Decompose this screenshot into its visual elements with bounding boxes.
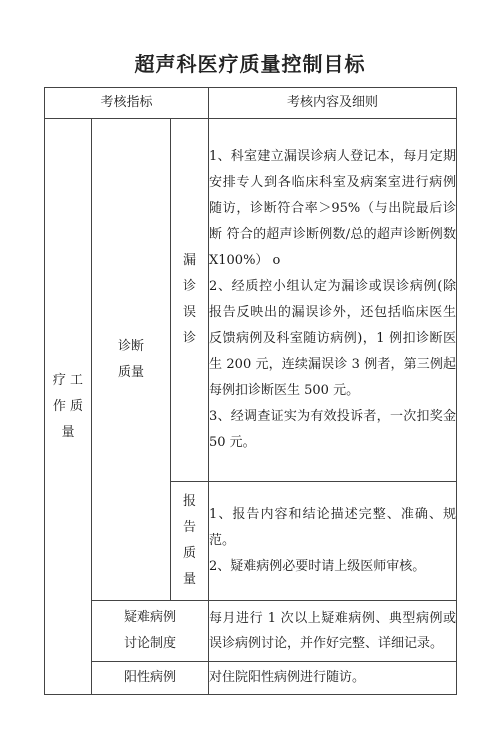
difficult-case-content: 每月进行 1 次以上疑难病例、典型病例或 误诊病例讨论，并作好完整、详细记录。: [209, 601, 457, 662]
category-diagnosis-quality: 诊断 质量: [92, 119, 171, 601]
header-indicator: 考核指标: [45, 88, 209, 119]
positive-case-content: 对住院阳性病例进行随访。: [209, 662, 457, 695]
list-item: 2、疑难病例必要时请上级医师审核。: [209, 559, 426, 574]
subcategory-report-quality: 报 告 质 量: [171, 482, 209, 601]
header-content: 考核内容及细则: [209, 88, 457, 119]
category-difficult-case: 疑难病例 讨论制度: [92, 601, 209, 662]
list-item: 1、报告内容和结论描述完整、准确、规范。: [209, 507, 456, 548]
list-item: 3、经调查证实为有效投诉者，一次扣奖金 50 元。: [209, 409, 456, 450]
table-row-difficult-case: [45, 601, 457, 662]
page-title: 超声科医疗质量控制目标: [134, 52, 366, 76]
table-row-missed-diagnosis: [45, 119, 457, 482]
missed-diagnosis-content: [209, 119, 457, 482]
category-positive-case: 阳性病例: [92, 662, 209, 695]
table-header-row: [45, 88, 457, 119]
list-item: 2、经质控小组认定为漏诊或误诊病例(除 报告反映出的漏误诊外，还包括临床医生 反馈病例及科室随访病例)，1 例扣诊断医 生 200 元，连续漏误诊 3 例者，第三例起 每例扣诊断医生 500 元。: [209, 279, 456, 398]
list-item: 1、科室建立漏误诊病人登记本，每月定期 安排专人到各临床科室及病案室进行病例 随访，诊断符合率＞95%（与出院最后诊断 符合的超声诊断例数/总的超声诊断例数 X100%） o: [209, 149, 456, 268]
section-medical-work-quality: 疗 工 作 质 量: [45, 119, 92, 695]
report-quality-content: [209, 482, 457, 601]
table-row-positive-case: [45, 662, 457, 695]
subcategory-missed-diagnosis: 漏 诊 误 诊: [171, 119, 209, 482]
quality-control-table: [44, 87, 457, 695]
